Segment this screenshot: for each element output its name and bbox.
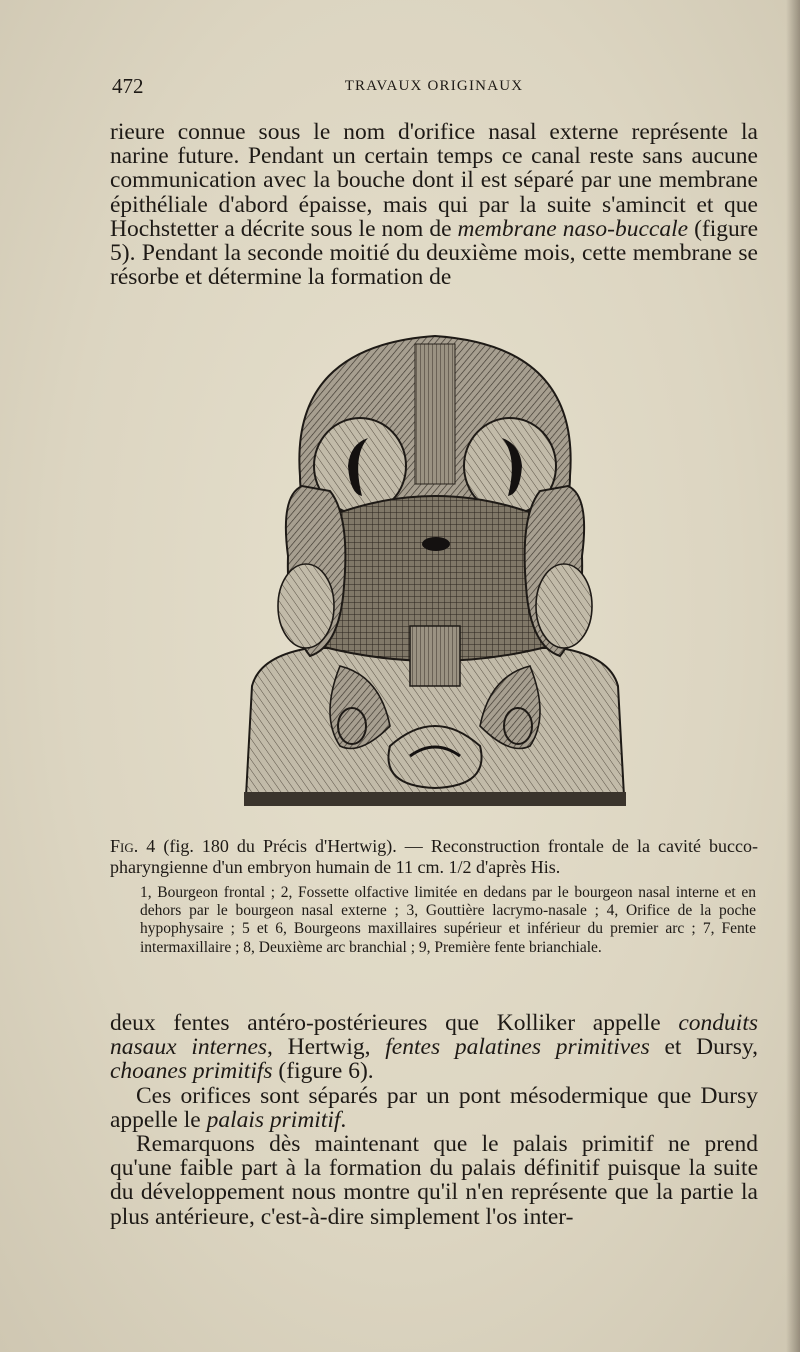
- figure-legend: 1, Bourgeon frontal ; 2, Fossette olfactive limitée en dedans par le bourgeon nasal interne et en dehors par le bourgeon nasal externe ; 3, Gouttière lacrymo-nasale ; 4, Orifice de la poche hypophysaire ; 5 et 6, Bourgeons maxillaires supérieur et inférieur du premier arc ; 7, Fente intermaxillaire ; 8, Deuxième arc branchial ; 9, Première fente brianchiale.: [140, 884, 756, 956]
- page-number: 472: [112, 74, 144, 98]
- paragraph-1-text-a: rieure connue sous le nom d'orifice nasal externe représente la narine future. Pendant un certain temps ce canal reste sans aucune communication avec la bouche dont il est séparé par une membrane épithéliale d'abord épaisse, mais qui par la suite s'amincit et que Hochstetter a décrite sous le nom de: [110, 119, 758, 242]
- paragraph-2: [110, 1011, 758, 1084]
- term-fentes-palatines-primitives: fentes palatines primitives: [385, 1034, 650, 1061]
- page-header: [112, 74, 756, 104]
- term-palais-primitif: palais primitif: [206, 1106, 341, 1133]
- paragraph-1-text-b: (figure 5). Pendant la seconde moitié du deuxième mois, cette membrane se résorbe et détermine la formation de: [110, 215, 759, 291]
- embryo-reconstruction-drawing: [240, 326, 630, 812]
- paragraph-2-text-d: (figure 6).: [272, 1058, 374, 1085]
- paragraph-3-text-a: Ces orifices sont séparés par un pont mésodermique que Dursy appelle le: [110, 1082, 758, 1133]
- term-membrane-naso-buccale: membrane naso-buccale: [457, 215, 689, 242]
- term-choanes-primitifs: choanes primitifs: [110, 1058, 273, 1085]
- figure-embryo-illustration: [240, 326, 630, 812]
- figure-caption-label: Fig. 4: [110, 836, 156, 856]
- paragraph-1: [110, 120, 758, 289]
- figure-caption: [110, 836, 758, 878]
- running-head: TRAVAUX ORIGINAUX: [344, 78, 524, 94]
- paragraph-3: [110, 1084, 758, 1132]
- body-text-continued: [110, 1011, 758, 1229]
- paragraph-2-text-a: deux fentes antéro-postérieures que Kolliker appelle: [110, 1010, 679, 1036]
- paragraph-3-text-b: .: [340, 1106, 347, 1133]
- figure-caption-text: (fig. 180 du Précis d'Hertwig). — Reconstruction frontale de la cavité bucco-pharyngienne d'un embryon humain de 11 cm. 1/2 d'après His.: [110, 836, 758, 877]
- paragraph-2-text-b: , Hertwig,: [267, 1034, 386, 1061]
- term-conduits-nasaux-internes: conduits nasaux internes: [110, 1010, 758, 1061]
- paragraph-2-text-c: et Dursy,: [649, 1034, 758, 1061]
- paragraph-4: Remarquons dès maintenant que le palais primitif ne prend qu'une faible part à la formation du palais définitif puisque la suite du développement nous montre qu'il n'en représente que la partie la plus antérieure, c'est-à-dire simplement l'os inter-: [110, 1131, 758, 1230]
- page-spine-shadow: [786, 0, 800, 1352]
